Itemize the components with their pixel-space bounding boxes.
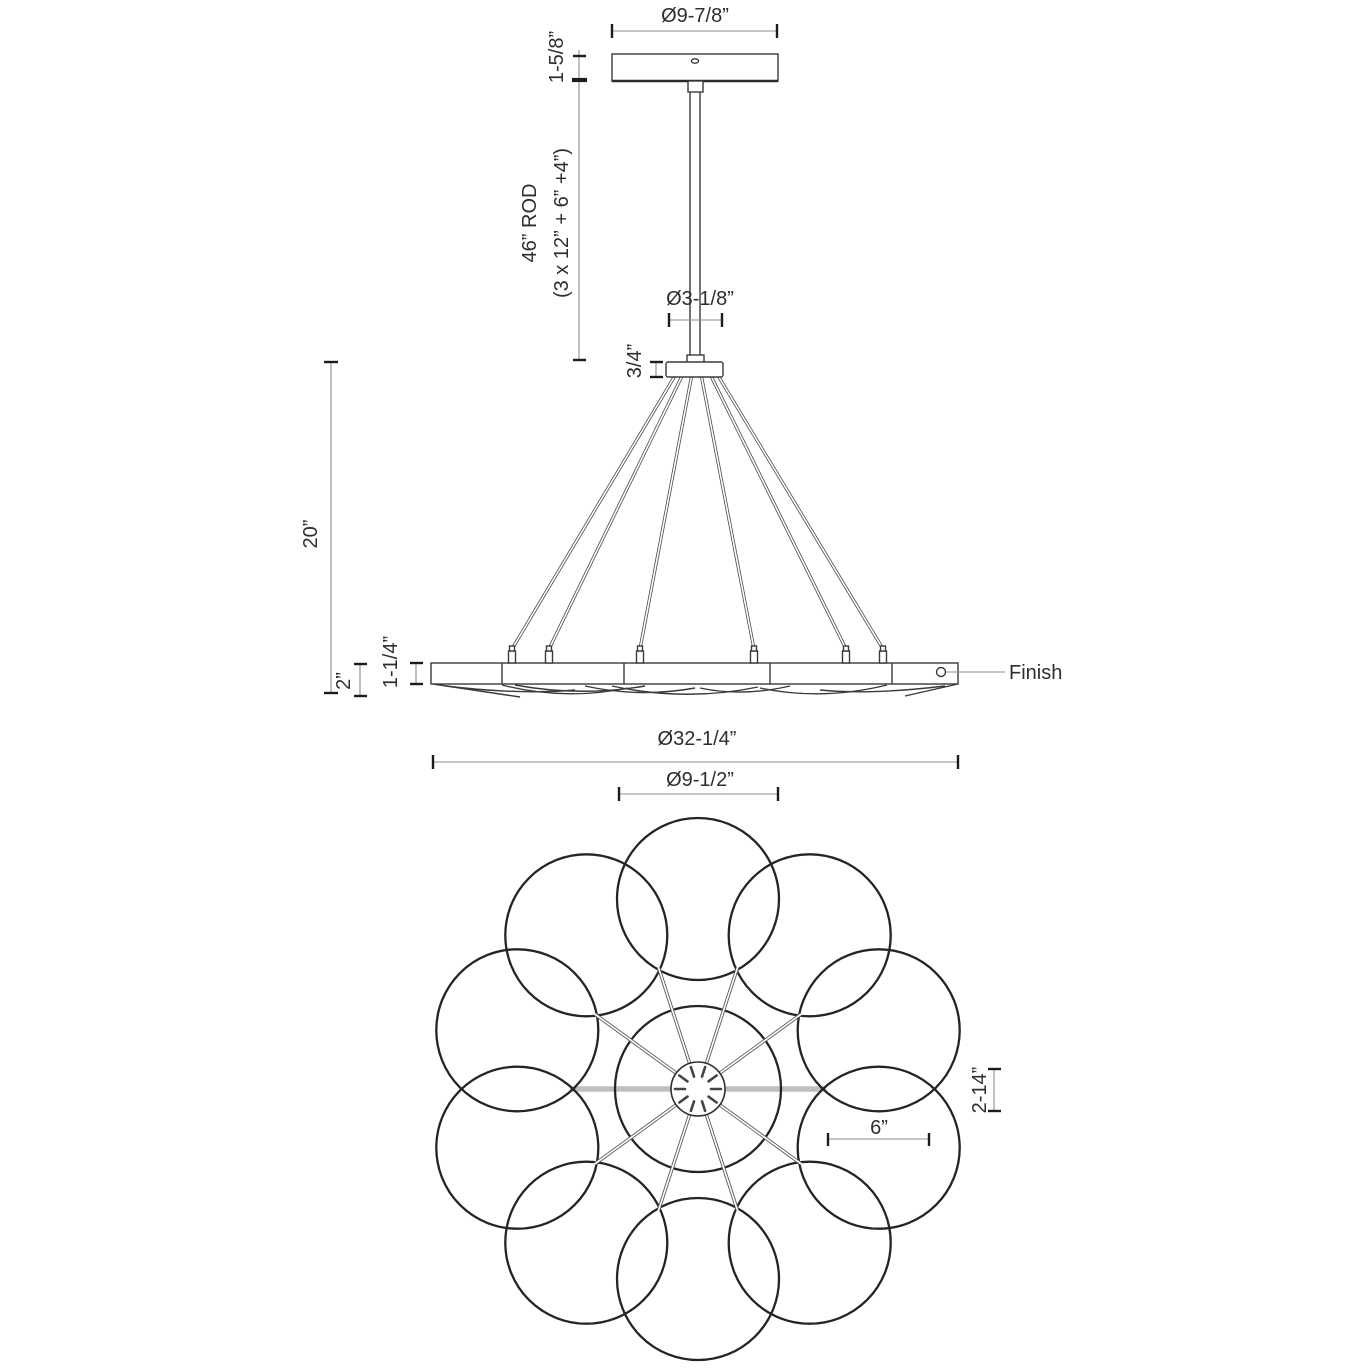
cable-hub	[666, 362, 723, 377]
dim-canopy-diameter	[612, 5, 777, 38]
fixture-body	[431, 646, 958, 697]
shade-circle	[617, 818, 779, 980]
shade-circle	[617, 1198, 779, 1360]
dim-shade-spacing	[828, 1117, 929, 1146]
fixture-diameter-label: Ø32-1/4”	[657, 728, 737, 750]
hub-height-label: 3/4”	[624, 343, 646, 379]
canopy-height-label: 1-5/8”	[546, 30, 568, 84]
ring-height-label: 1-1/4”	[380, 635, 402, 689]
plan-hub	[671, 1062, 725, 1116]
rod-length-label-line2: (3 x 12” + 6” +4”)	[551, 147, 573, 299]
shade-circle	[436, 1067, 598, 1229]
canopy-diameter-label: Ø9-7/8”	[661, 5, 729, 27]
lens-arcs	[433, 684, 958, 697]
rod-length-label-line1: 46” ROD	[519, 183, 541, 263]
shade-diameter-label: Ø9-1/2”	[666, 769, 734, 791]
shade-circle	[436, 949, 598, 1111]
shade-circle	[729, 1162, 891, 1324]
shade-circle	[505, 1162, 667, 1324]
shade-circle	[798, 1067, 960, 1229]
overall-drop-label: 20”	[300, 519, 322, 549]
dim-overall-drop	[300, 362, 338, 693]
plan-view	[436, 769, 1001, 1360]
hub-diameter-label: Ø3-1/8”	[666, 288, 734, 310]
elevation-view	[300, 5, 1062, 769]
dim-hub-height	[624, 344, 663, 378]
suspension-cables	[512, 374, 883, 649]
shade-offset-label: 2-14”	[969, 1066, 991, 1114]
hanging-rod	[687, 81, 704, 363]
finish-anchor-dot	[937, 668, 946, 677]
fixture-bar	[431, 663, 958, 684]
rod-coupler-top	[688, 81, 703, 92]
shade-spacing-label: 6”	[870, 1117, 888, 1139]
dim-shade-offset	[969, 1067, 1001, 1114]
finish-label: Finish	[1009, 662, 1063, 684]
dim-shade-diameter	[619, 769, 778, 801]
dim-body-height	[333, 664, 367, 696]
shade-circle	[729, 854, 891, 1016]
body-height-label: 2”	[333, 672, 355, 690]
dim-fixture-diameter	[433, 728, 958, 769]
shade-circle	[505, 854, 667, 1016]
dim-rod-length	[519, 86, 586, 360]
shade-circle	[798, 949, 960, 1111]
dim-ring-height	[380, 636, 423, 688]
ceiling-canopy	[612, 54, 778, 81]
dim-canopy-height	[546, 31, 587, 86]
cable-nubs	[509, 646, 887, 663]
